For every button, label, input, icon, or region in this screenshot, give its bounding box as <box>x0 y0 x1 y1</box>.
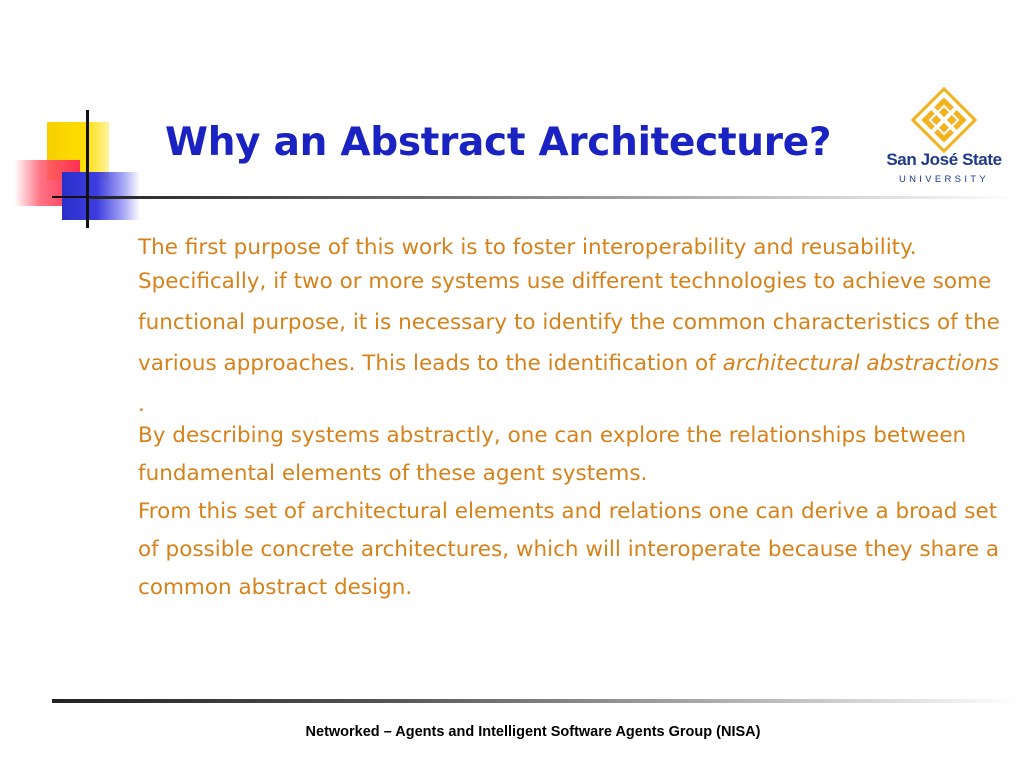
footer-divider <box>52 699 1020 703</box>
paragraph-derive: From this set of architectural elements and relations one can derive a broad set of possible concrete architectures, which will interoperate because they share a common abstract design. <box>138 499 1000 600</box>
slide-title: Why an Abstract Architecture? <box>165 120 832 165</box>
paragraph-specifically-end: . <box>138 392 145 417</box>
paragraph-specifically-text: Specifically, if two or more systems use different technologies to achieve some functional purpose, it is necessary to identify the common characteristics of the various approaches. This leads to the identification of <box>138 269 1000 376</box>
logo-name: San José State <box>886 150 1002 169</box>
title-divider <box>90 196 1020 199</box>
emphasis-text: architectural abstractions <box>722 351 1000 376</box>
footer-text: Networked – Agents and Intelligent Software Agents Group (NISA) <box>305 724 761 740</box>
university-logo <box>886 86 1002 190</box>
logo-subtitle: UNIVERSITY <box>898 174 989 185</box>
decorative-vertical-line <box>86 110 89 228</box>
paragraph-specifically <box>138 261 1008 425</box>
paragraph-purpose: The first purpose of this work is to foster interoperability and reusability. <box>138 235 917 260</box>
slide-body <box>138 227 1008 607</box>
sun-diamond-icon <box>910 86 978 154</box>
paragraph-describing: By describing systems abstractly, one can explore the relationships between fundamental elements of these agent systems. <box>138 423 967 486</box>
